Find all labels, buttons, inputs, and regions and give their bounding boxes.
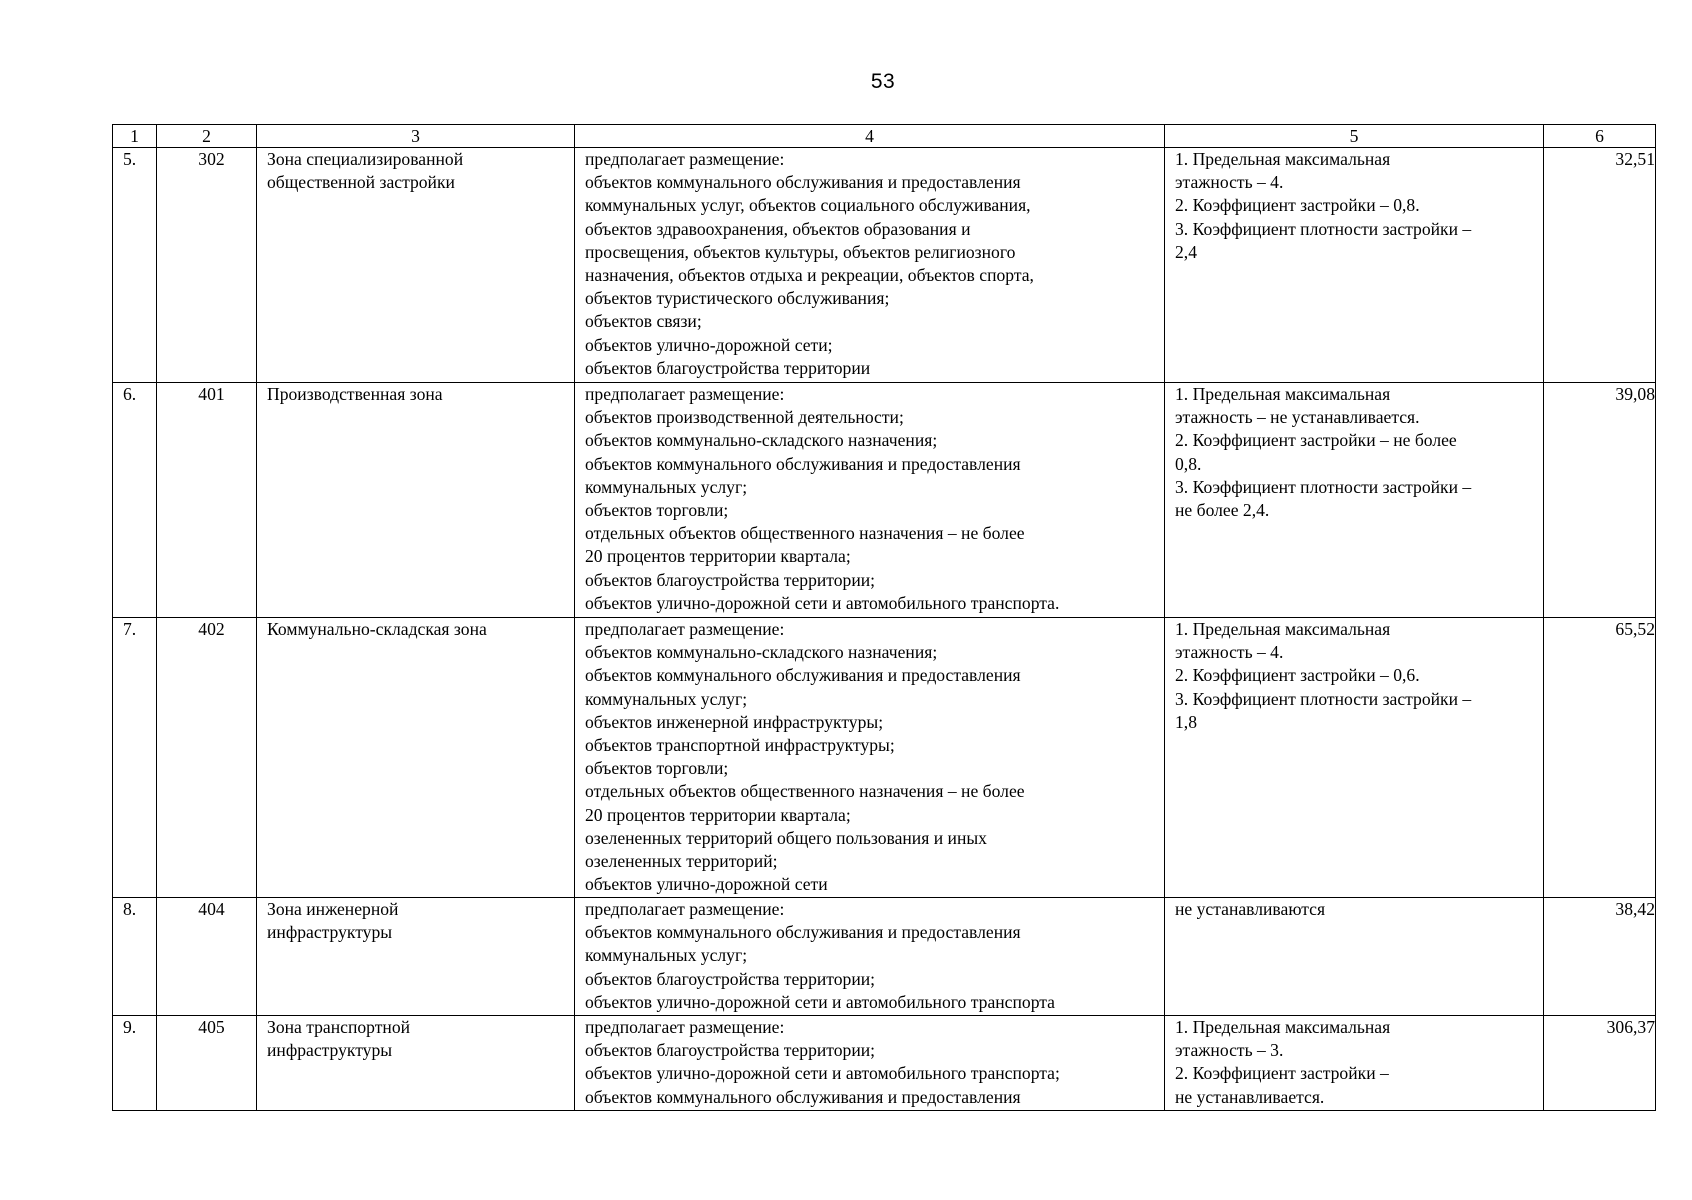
- uses-line: назначения, объектов отдыха и рекреации, объектов спорта,: [585, 265, 1034, 286]
- uses-line: объектов благоустройства территории;: [585, 968, 876, 989]
- uses-line: объектов коммунального обслуживания и предоставления: [585, 665, 1021, 686]
- params-line: этажность – не устанавливается.: [1175, 407, 1420, 428]
- row-number: 7.: [113, 618, 157, 898]
- uses-line: коммунальных услуг, объектов социального обслуживания,: [585, 195, 1031, 216]
- params-line: 2. Коэффициент застройки – 0,8.: [1175, 195, 1420, 216]
- zone-name: [257, 148, 575, 383]
- uses-line: объектов здравоохранения, объектов образования и: [585, 218, 971, 239]
- uses-line: объектов инженерной инфраструктуры;: [585, 711, 884, 732]
- zone-name-line: Коммунально-складская зона: [267, 619, 487, 639]
- uses-line: объектов производственной деятельности;: [585, 407, 904, 428]
- table-row: [113, 383, 1656, 618]
- uses-line: объектов улично-дорожной сети и автомобильного транспорта;: [585, 1063, 1060, 1084]
- params-line: 0,8.: [1175, 453, 1202, 474]
- params-line: 3. Коэффициент плотности застройки –: [1175, 476, 1472, 497]
- uses-line: озелененных территорий;: [585, 851, 778, 872]
- zone-code: 404: [157, 898, 257, 1016]
- zone-name: [257, 898, 575, 1016]
- uses-line: объектов коммунального обслуживания и предоставления: [585, 922, 1021, 943]
- table-row: [113, 1016, 1656, 1111]
- zones-table: [112, 124, 1656, 1111]
- uses-line: объектов коммунального обслуживания и предоставления: [585, 453, 1021, 474]
- params-line: 2,4: [1175, 241, 1197, 262]
- uses-line: объектов улично-дорожной сети;: [585, 334, 833, 355]
- zone-code: 401: [157, 383, 257, 618]
- zone-name: [257, 618, 575, 898]
- table-row: [113, 898, 1656, 1016]
- uses-line: объектов связи;: [585, 311, 702, 332]
- building-parameters: [1165, 148, 1544, 383]
- uses-line: отдельных объектов общественного назначения – не более: [585, 781, 1025, 802]
- params-line: 1. Предельная максимальная: [1175, 619, 1391, 639]
- params-line: 2. Коэффициент застройки – 0,6.: [1175, 665, 1420, 686]
- row-number: 8.: [113, 898, 157, 1016]
- column-header: 2: [157, 125, 257, 148]
- permitted-uses: [575, 1016, 1165, 1111]
- building-parameters: [1165, 1016, 1544, 1111]
- params-line: этажность – 3.: [1175, 1040, 1284, 1061]
- zone-area: 306,37: [1544, 1016, 1656, 1111]
- zone-name-line: инфраструктуры: [267, 922, 393, 943]
- table-header-row: [113, 125, 1656, 148]
- zone-code: 302: [157, 148, 257, 383]
- zone-area: 39,08: [1544, 383, 1656, 618]
- page-number: 53: [870, 70, 896, 93]
- building-parameters: [1165, 898, 1544, 1016]
- row-number: 9.: [113, 1016, 157, 1111]
- uses-line: коммунальных услуг;: [585, 476, 748, 497]
- row-number: 6.: [113, 383, 157, 618]
- params-line: 1. Предельная максимальная: [1175, 149, 1391, 169]
- uses-line: объектов благоустройства территории;: [585, 569, 876, 590]
- uses-line: предполагает размещение:: [585, 619, 785, 639]
- uses-line: объектов улично-дорожной сети и автомобильного транспорта: [585, 991, 1055, 1012]
- uses-line: предполагает размещение:: [585, 899, 785, 919]
- uses-line: объектов транспортной инфраструктуры;: [585, 735, 895, 756]
- params-line: 1. Предельная максимальная: [1175, 384, 1391, 404]
- uses-line: просвещения, объектов культуры, объектов религиозного: [585, 241, 1016, 262]
- params-line: этажность – 4.: [1175, 172, 1284, 193]
- table-row: [113, 148, 1656, 383]
- uses-line: предполагает размещение:: [585, 384, 785, 404]
- params-line: 1. Предельная максимальная: [1175, 1017, 1391, 1037]
- uses-line: объектов коммунального обслуживания и предоставления: [585, 172, 1021, 193]
- params-line: не устанавливается.: [1175, 1086, 1325, 1107]
- zone-area: 65,52: [1544, 618, 1656, 898]
- uses-line: объектов улично-дорожной сети и автомобильного транспорта.: [585, 592, 1060, 613]
- uses-line: 20 процентов территории квартала;: [585, 546, 851, 567]
- column-header: 1: [113, 125, 157, 148]
- zone-code: 405: [157, 1016, 257, 1111]
- zone-name-line: Зона транспортной: [267, 1017, 411, 1037]
- permitted-uses: [575, 383, 1165, 618]
- zone-name-line: Производственная зона: [267, 384, 443, 404]
- uses-line: объектов улично-дорожной сети: [585, 874, 828, 895]
- zone-area: 32,51: [1544, 148, 1656, 383]
- uses-line: объектов благоустройства территории: [585, 357, 871, 378]
- uses-line: озелененных территорий общего пользования и иных: [585, 827, 987, 848]
- uses-line: объектов торговли;: [585, 500, 729, 521]
- column-header: 4: [575, 125, 1165, 148]
- uses-line: отдельных объектов общественного назначения – не более: [585, 523, 1025, 544]
- uses-line: предполагает размещение:: [585, 149, 785, 169]
- permitted-uses: [575, 898, 1165, 1016]
- building-parameters: [1165, 618, 1544, 898]
- uses-line: объектов коммунально-складского назначения;: [585, 642, 938, 663]
- uses-line: объектов торговли;: [585, 758, 729, 779]
- permitted-uses: [575, 618, 1165, 898]
- params-line: 2. Коэффициент застройки – не более: [1175, 430, 1457, 451]
- uses-line: 20 процентов территории квартала;: [585, 804, 851, 825]
- uses-line: коммунальных услуг;: [585, 945, 748, 966]
- column-header: 5: [1165, 125, 1544, 148]
- zone-name-line: Зона специализированной: [267, 149, 464, 169]
- uses-line: объектов коммунального обслуживания и предоставления: [585, 1086, 1021, 1107]
- uses-line: объектов туристического обслуживания;: [585, 288, 890, 309]
- column-header: 6: [1544, 125, 1656, 148]
- building-parameters: [1165, 383, 1544, 618]
- uses-line: объектов коммунально-складского назначения;: [585, 430, 938, 451]
- zone-area: 38,42: [1544, 898, 1656, 1016]
- uses-line: коммунальных услуг;: [585, 688, 748, 709]
- params-line: не устанавливаются: [1175, 899, 1326, 919]
- table-row: [113, 618, 1656, 898]
- uses-line: предполагает размещение:: [585, 1017, 785, 1037]
- zone-name: [257, 1016, 575, 1111]
- zone-code: 402: [157, 618, 257, 898]
- row-number: 5.: [113, 148, 157, 383]
- params-line: этажность – 4.: [1175, 642, 1284, 663]
- params-line: 3. Коэффициент плотности застройки –: [1175, 688, 1472, 709]
- column-header: 3: [257, 125, 575, 148]
- permitted-uses: [575, 148, 1165, 383]
- uses-line: объектов благоустройства территории;: [585, 1040, 876, 1061]
- params-line: 3. Коэффициент плотности застройки –: [1175, 218, 1472, 239]
- params-line: 1,8: [1175, 711, 1197, 732]
- zone-name: [257, 383, 575, 618]
- zone-name-line: инфраструктуры: [267, 1040, 393, 1061]
- params-line: 2. Коэффициент застройки –: [1175, 1063, 1389, 1084]
- params-line: не более 2,4.: [1175, 500, 1270, 521]
- zone-name-line: общественной застройки: [267, 172, 455, 193]
- zone-name-line: Зона инженерной: [267, 899, 399, 919]
